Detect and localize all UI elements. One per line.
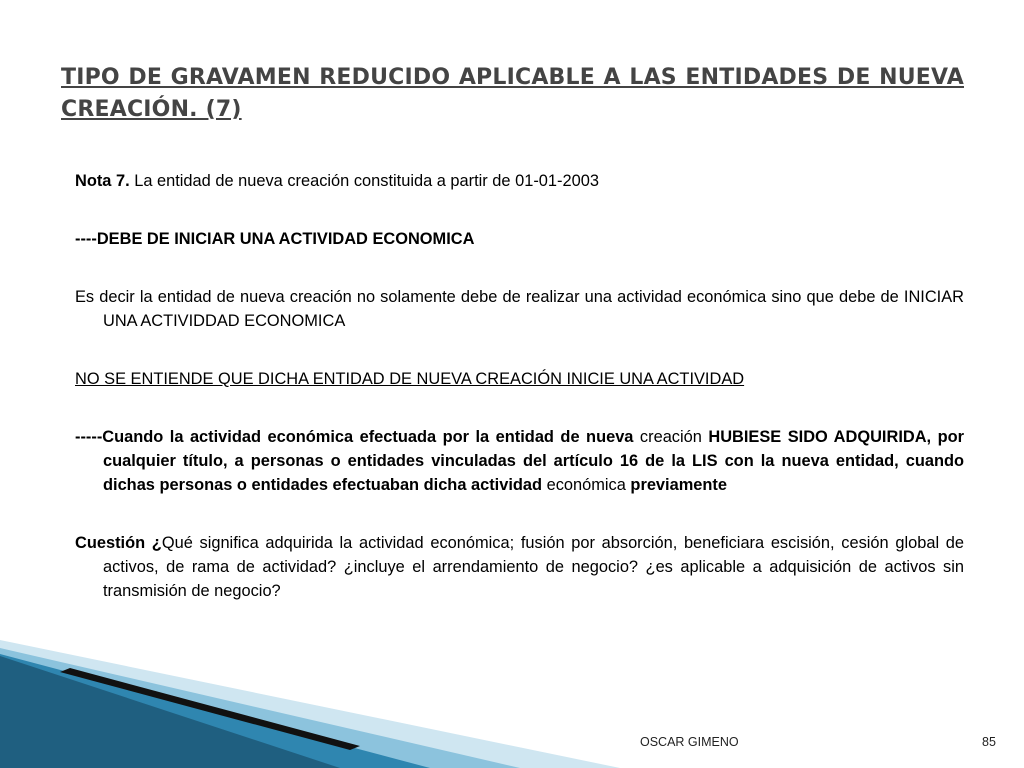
page-number: 85 [982, 735, 996, 749]
exception-text-4: económica [546, 476, 626, 494]
slide-title: TIPO DE GRAVAMEN REDUCIDO APLICABLE A LAS ENTIDADES DE NUEVA CREACIÓN. (7) [61, 65, 964, 122]
exception-text-3: HUBIESE SIDO ADQUIRIDA, por cualquier título, a personas o entidades vinculadas del artículo 16 de la LIS con la nueva entidad, cuando dichas personas o entidades efectuaban dicha actividad [103, 428, 964, 494]
explanation-paragraph: Es decir la entidad de nueva creación no solamente debe de realizar una actividad económica sino que debe de INICIAR UNA ACTIVIDDAD ECONOMICA [75, 288, 964, 330]
corner-decoration [0, 640, 620, 768]
exception-text-2: creación [639, 428, 702, 446]
question-paragraph [75, 531, 964, 603]
note-paragraph [75, 169, 964, 193]
exception-text-5: previamente [625, 476, 727, 494]
requirement-paragraph: ----DEBE DE INICIAR UNA ACTIVIDAD ECONOMICA [75, 230, 475, 248]
footer-author: OSCAR GIMENO [640, 735, 739, 749]
exception-text-1: -----Cuando la actividad económica efectuada por la entidad de nueva [75, 428, 640, 446]
clarification-paragraph: NO SE ENTIENDE QUE DICHA ENTIDAD DE NUEVA CREACIÓN INICIE UNA ACTIVIDAD [75, 370, 745, 388]
note-text: La entidad de nueva creación constituida a partir de 01-01-2003 [129, 172, 599, 190]
question-text: Qué significa adquirida la actividad económica; fusión por absorción, beneficiara escisión, cesión global de activos, de rama de actividad? ¿incluye el arrendamiento de negocio? ¿es aplicable a adquisición de activos sin transmisión de negocio? [103, 534, 964, 600]
slide-body [75, 169, 964, 637]
note-label: Nota 7. [75, 172, 130, 190]
exception-paragraph [75, 425, 964, 497]
question-label: Cuestión ¿ [75, 534, 162, 552]
